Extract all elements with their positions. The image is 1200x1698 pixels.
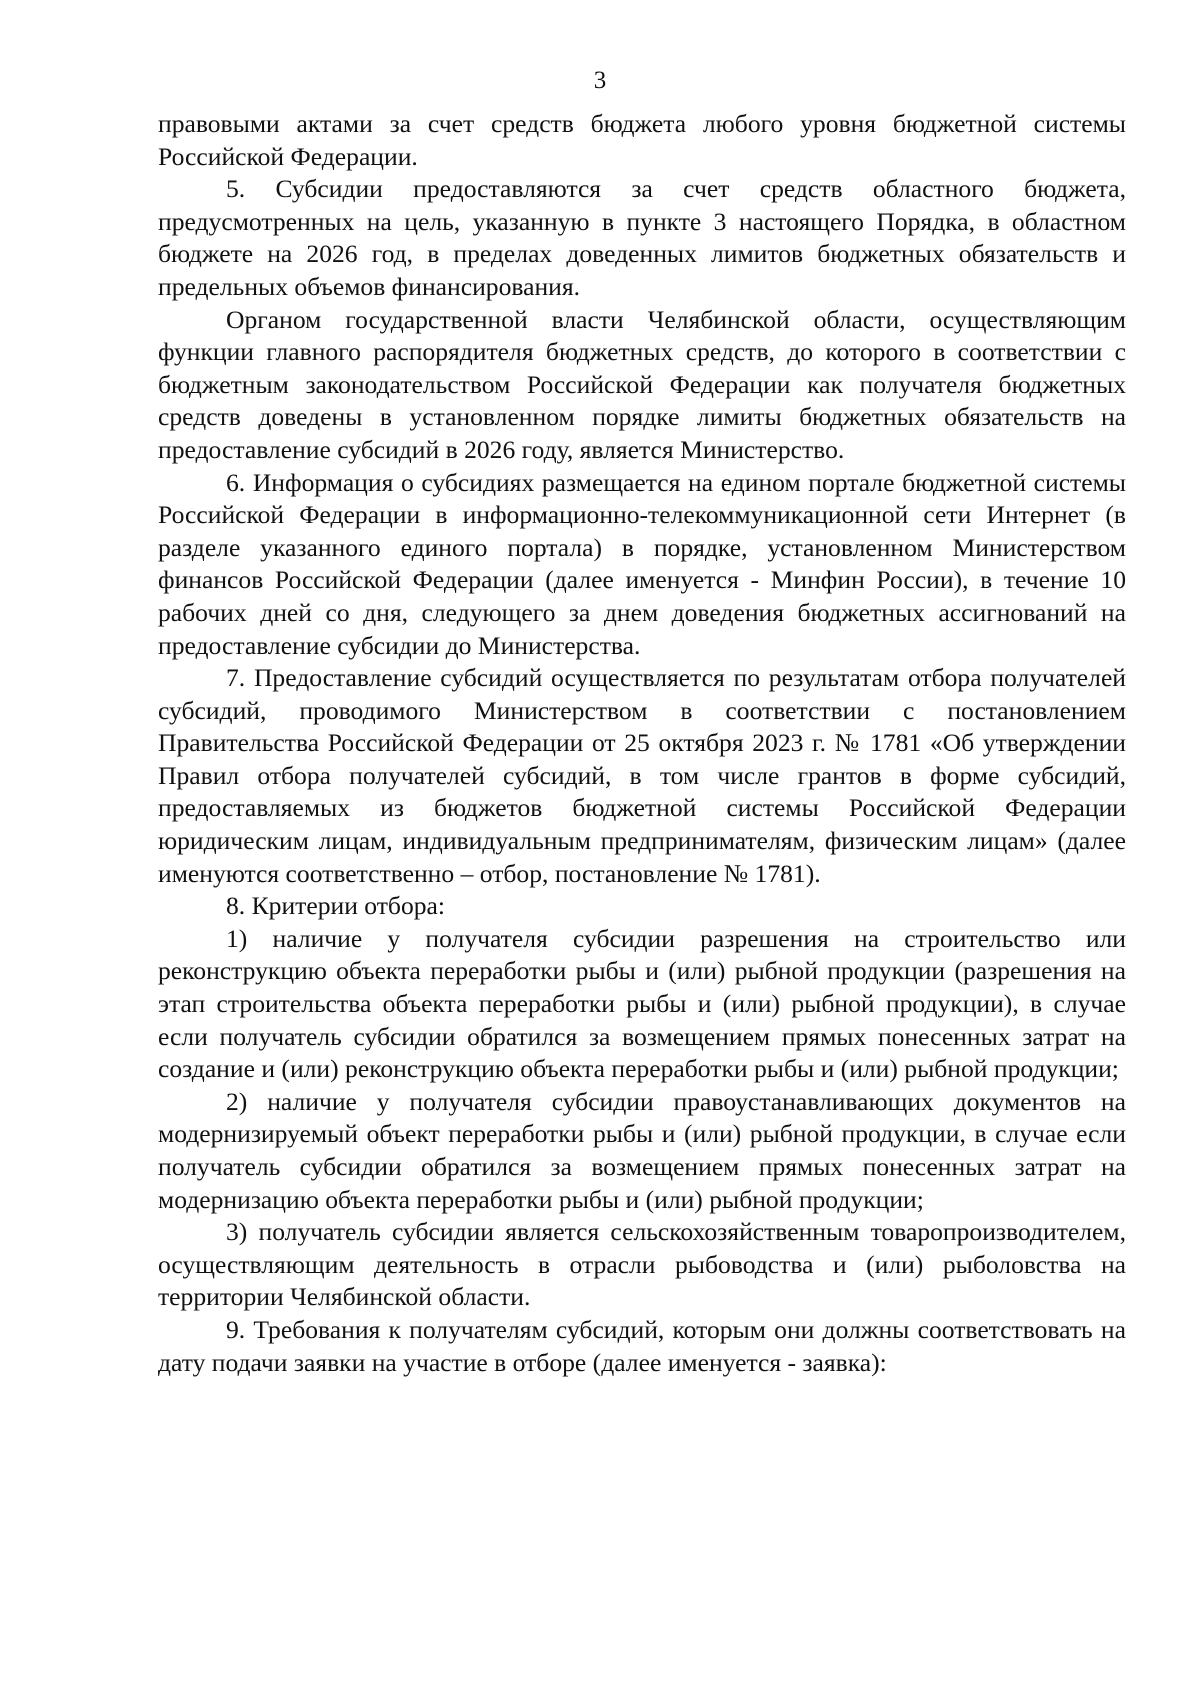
paragraph-criterion-2: 2) наличие у получателя субсидии правоустанавливающих документов на модернизируемый объект переработки рыбы и (или) рыбной продукции, в случае если получатель субсидии обратился за возмещением прямых понесенных затрат на модернизацию объекта переработки рыбы и (или) рыбной продукции; xyxy=(158,1086,1126,1214)
paragraph-item-5-authority: Органом государственной власти Челябинской области, осуществляющим функции главного распорядителя бюджетных средств, до которого в соответствии с бюджетным законодательством Российской Федерации как получателя бюджетных средств доведены в установленном порядке лимиты бюджетных обязательств на предоставление субсидий в 2026 году, является Министерство. xyxy=(158,304,1126,464)
paragraph-continuation: правовыми актами за счет средств бюджета любого уровня бюджетной системы Российской Федерации. xyxy=(158,109,1126,171)
document-body xyxy=(158,108,1126,1379)
paragraph-item-9: 9. Требования к получателям субсидий, которым они должны соответствовать на дату подачи заявки на участие в отборе (далее именуется - заявка): xyxy=(158,1314,1126,1377)
paragraph-criterion-1: 1) наличие у получателя субсидии разрешения на строительство или реконструкцию объекта переработки рыбы и (или) рыбной продукции (разрешения на этап строительства объекта переработки рыбы и (или) рыбной продукции), в случае если получатель субсидии обратился за возмещением прямых понесенных затрат на создание и (или) реконструкцию объекта переработки рыбы и (или) рыбной продукции; xyxy=(158,923,1126,1084)
paragraph-item-6: 6. Информация о субсидиях размещается на едином портале бюджетной системы Российской Федерации в информационно-телекоммуникационной сети Интернет (в разделе указанного единого портала) в порядке, установленном Министерством финансов Российской Федерации (далее именуется - Минфин России), в течение 10 рабочих дней со дня, следующего за днем доведения бюджетных ассигнований на предоставление субсидии до Министерства. xyxy=(158,467,1126,660)
paragraph-criterion-3: 3) получатель субсидии является сельскохозяйственным товаропроизводителем, осуществляющим деятельность в отрасли рыбоводства и (или) рыболовства на территории Челябинской области. xyxy=(158,1217,1126,1312)
paragraph-item-7: 7. Предоставление субсидий осуществляется по результатам отбора получателей субсидий, проводимого Министерством в соответствии с постановлением Правительства Российской Федерации от 25 октября 2023 г. № 1781 «Об утверждении Правил отбора получателей субсидий, в том числе грантов в форме субсидий, предоставляемых из бюджетов бюджетной системы Российской Федерации юридическим лицам, индивидуальным предпринимателям, физическим лицам» (далее именуются соответственно – отбор, постановление № 1781). xyxy=(158,663,1126,888)
page-number: 3 xyxy=(593,67,607,94)
paragraph-item-5: 5. Субсидии предоставляются за счет средств областного бюджета, предусмотренных на цель, указанную в пункте 3 настоящего Порядка, в областном бюджете на 2026 год, в пределах доведенных лимитов бюджетных обязательств и предельных объемов финансирования. xyxy=(158,174,1126,301)
paragraph-item-8: 8. Критерии отбора: xyxy=(226,891,446,921)
